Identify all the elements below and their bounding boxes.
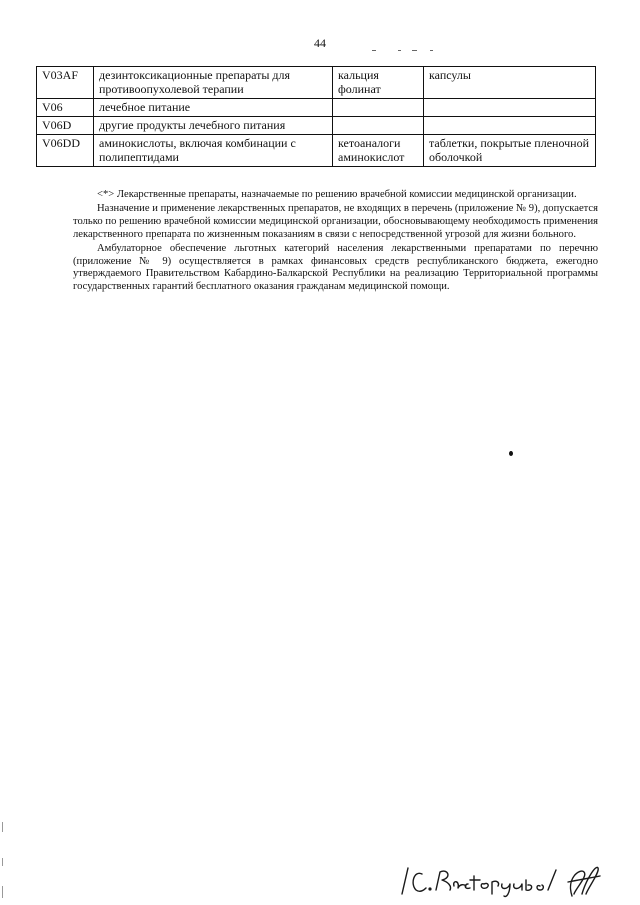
drug-name-cell (333, 99, 424, 117)
scan-mark (2, 886, 3, 898)
scan-mark (2, 858, 3, 866)
drug-name-cell: кетоаналоги аминокислот (333, 135, 424, 167)
table-row (37, 99, 596, 117)
dosage-form-cell: капсулы (424, 67, 596, 99)
atc-code-cell: V06DD (37, 135, 94, 167)
table-row (37, 117, 596, 135)
scan-mark (430, 50, 433, 51)
page-number: 44 (314, 36, 326, 50)
dosage-form-cell: таблетки, покрытые пленочной оболочкой (424, 135, 596, 167)
anatomical-group-cell: аминокислоты, включая комбинации с полипептидами (94, 135, 333, 167)
footnote-paragraph: Назначение и применение лекарственных препаратов, не входящих в перечень (приложение № 9), допускается только по решению врачебной комиссии медицинской организации, обосновывающему необходимость применения лекарственного препарата по жизненным показаниям в связи с непосредственной угрозой для жизни больного. (73, 202, 598, 240)
table-row (37, 135, 596, 167)
scan-mark (2, 822, 3, 832)
anatomical-group-cell: дезинтоксикационные препараты для противоопухолевой терапии (94, 67, 333, 99)
dosage-form-cell (424, 117, 596, 135)
drug-name-cell (333, 117, 424, 135)
drug-name-cell: кальция фолинат (333, 67, 424, 99)
table-row (37, 67, 596, 99)
ink-dot (509, 451, 513, 456)
handwritten-signature (392, 858, 602, 900)
atc-code-cell: V06D (37, 117, 94, 135)
footnote-paragraph: Амбулаторное обеспечение льготных категорий населения лекарственными препаратами по перечню (приложение № 9) осуществляется в рамках финансовых средств республиканского бюджета, ежегодно утверждаемого Правительством Кабардино-Балкарской Республики на реализацию Территориальной программы государственных гарантий бесплатного оказания гражданам медицинской помощи. (73, 242, 598, 293)
medication-table (36, 66, 596, 167)
footnote-paragraph: <*> Лекарственные препараты, назначаемые по решению врачебной комиссии медицинской организации. (97, 189, 577, 200)
scan-mark (398, 50, 401, 51)
scan-mark (412, 50, 417, 51)
dosage-form-cell (424, 99, 596, 117)
footnotes (73, 189, 598, 295)
atc-code-cell: V03AF (37, 67, 94, 99)
anatomical-group-cell: другие продукты лечебного питания (94, 117, 333, 135)
anatomical-group-cell: лечебное питание (94, 99, 333, 117)
scan-mark (372, 50, 376, 51)
atc-code-cell: V06 (37, 99, 94, 117)
